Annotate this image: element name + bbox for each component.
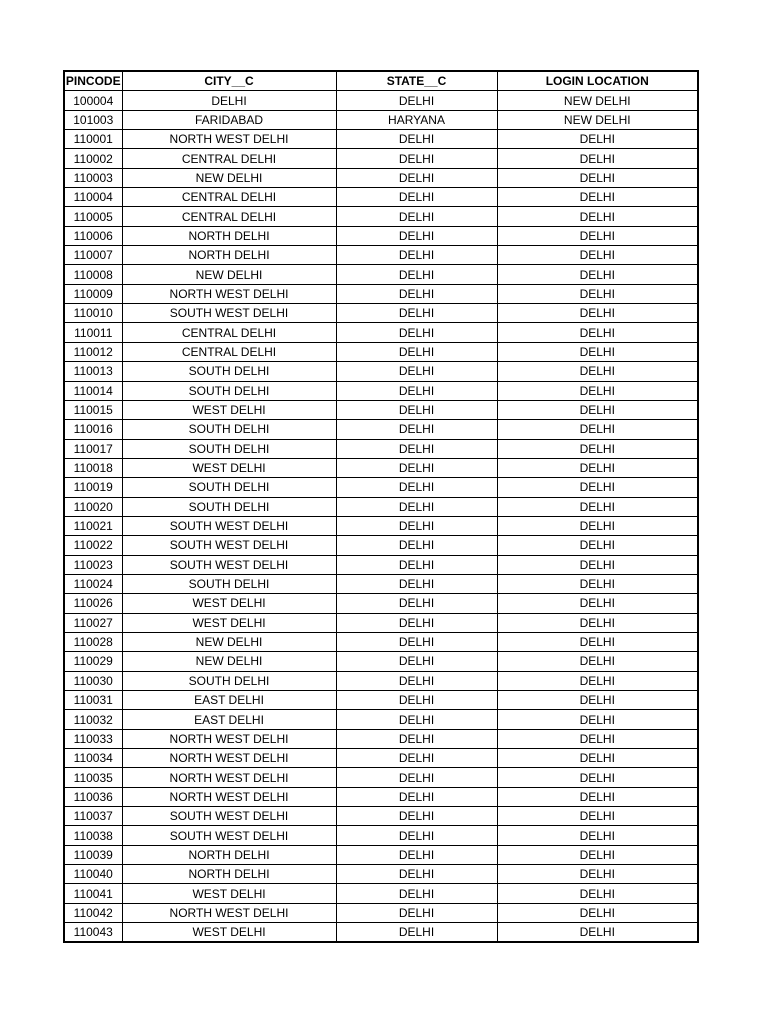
cell-state: DELHI [336, 226, 497, 245]
table-row [64, 284, 698, 303]
cell-state: DELHI [336, 671, 497, 690]
table-row [64, 903, 698, 922]
cell-login-location: NEW DELHI [497, 110, 698, 129]
cell-city: NEW DELHI [122, 265, 336, 284]
cell-pincode: 110042 [64, 903, 122, 922]
cell-city: SOUTH WEST DELHI [122, 536, 336, 555]
table-row [64, 439, 698, 458]
cell-state: DELHI [336, 691, 497, 710]
cell-login-location: DELHI [497, 226, 698, 245]
cell-state: DELHI [336, 478, 497, 497]
cell-login-location: DELHI [497, 555, 698, 574]
cell-state: DELHI [336, 923, 497, 943]
cell-pincode: 110020 [64, 497, 122, 516]
cell-state: DELHI [336, 787, 497, 806]
cell-login-location: DELHI [497, 536, 698, 555]
cell-login-location: DELHI [497, 903, 698, 922]
cell-pincode: 110029 [64, 652, 122, 671]
cell-pincode: 110003 [64, 168, 122, 187]
table-row [64, 381, 698, 400]
table-row [64, 110, 698, 129]
cell-pincode: 110016 [64, 420, 122, 439]
cell-login-location: DELHI [497, 613, 698, 632]
cell-state: DELHI [336, 420, 497, 439]
cell-pincode: 110035 [64, 768, 122, 787]
cell-pincode: 110024 [64, 574, 122, 593]
cell-city: NORTH DELHI [122, 246, 336, 265]
table-row [64, 884, 698, 903]
cell-city: SOUTH WEST DELHI [122, 555, 336, 574]
cell-city: WEST DELHI [122, 884, 336, 903]
pincode-table [63, 70, 699, 943]
cell-state: DELHI [336, 168, 497, 187]
cell-login-location: DELHI [497, 845, 698, 864]
cell-city: SOUTH DELHI [122, 671, 336, 690]
cell-state: DELHI [336, 497, 497, 516]
cell-pincode: 110012 [64, 342, 122, 361]
cell-pincode: 110018 [64, 458, 122, 477]
cell-pincode: 110007 [64, 246, 122, 265]
cell-state: DELHI [336, 304, 497, 323]
cell-city: SOUTH DELHI [122, 478, 336, 497]
cell-login-location: DELHI [497, 168, 698, 187]
table-row [64, 826, 698, 845]
cell-login-location: DELHI [497, 400, 698, 419]
cell-state: DELHI [336, 130, 497, 149]
cell-pincode: 110031 [64, 691, 122, 710]
cell-state: DELHI [336, 768, 497, 787]
table-header [64, 71, 698, 91]
cell-state: DELHI [336, 594, 497, 613]
cell-city: NORTH WEST DELHI [122, 284, 336, 303]
cell-pincode: 110027 [64, 613, 122, 632]
cell-login-location: DELHI [497, 826, 698, 845]
cell-city: SOUTH DELHI [122, 420, 336, 439]
table-row [64, 478, 698, 497]
cell-pincode: 110040 [64, 865, 122, 884]
cell-login-location: DELHI [497, 768, 698, 787]
cell-pincode: 110038 [64, 826, 122, 845]
cell-login-location: DELHI [497, 594, 698, 613]
cell-pincode: 110015 [64, 400, 122, 419]
cell-state: DELHI [336, 826, 497, 845]
cell-city: NORTH DELHI [122, 226, 336, 245]
cell-state: DELHI [336, 632, 497, 651]
cell-state: DELHI [336, 536, 497, 555]
cell-login-location: DELHI [497, 246, 698, 265]
cell-pincode: 110010 [64, 304, 122, 323]
cell-pincode: 110002 [64, 149, 122, 168]
header-state: STATE__C [336, 71, 497, 91]
cell-city: SOUTH DELHI [122, 574, 336, 593]
cell-login-location: DELHI [497, 807, 698, 826]
cell-city: WEST DELHI [122, 400, 336, 419]
table-row [64, 613, 698, 632]
cell-city: SOUTH DELHI [122, 362, 336, 381]
table-row [64, 323, 698, 342]
table-row [64, 749, 698, 768]
table-row [64, 710, 698, 729]
cell-state: DELHI [336, 362, 497, 381]
cell-login-location: DELHI [497, 304, 698, 323]
cell-pincode: 110019 [64, 478, 122, 497]
cell-pincode: 110039 [64, 845, 122, 864]
cell-state: DELHI [336, 729, 497, 748]
header-login-location: LOGIN LOCATION [497, 71, 698, 91]
cell-city: SOUTH DELHI [122, 497, 336, 516]
table-row [64, 671, 698, 690]
cell-state: DELHI [336, 439, 497, 458]
cell-pincode: 110004 [64, 188, 122, 207]
cell-login-location: DELHI [497, 787, 698, 806]
cell-state: DELHI [336, 516, 497, 535]
cell-city: NEW DELHI [122, 168, 336, 187]
cell-pincode: 110017 [64, 439, 122, 458]
cell-city: FARIDABAD [122, 110, 336, 129]
cell-city: WEST DELHI [122, 458, 336, 477]
header-pincode: PINCODE [64, 71, 122, 91]
table-row [64, 168, 698, 187]
table-row [64, 536, 698, 555]
cell-city: NORTH DELHI [122, 865, 336, 884]
cell-login-location: DELHI [497, 749, 698, 768]
cell-state: DELHI [336, 710, 497, 729]
table-row [64, 246, 698, 265]
cell-pincode: 100004 [64, 91, 122, 110]
table-row [64, 594, 698, 613]
cell-login-location: DELHI [497, 691, 698, 710]
cell-state: DELHI [336, 613, 497, 632]
cell-pincode: 110001 [64, 130, 122, 149]
table-row [64, 188, 698, 207]
table-row [64, 574, 698, 593]
cell-state: DELHI [336, 149, 497, 168]
cell-login-location: DELHI [497, 497, 698, 516]
table-row [64, 130, 698, 149]
table-row [64, 265, 698, 284]
cell-login-location: DELHI [497, 207, 698, 226]
cell-pincode: 101003 [64, 110, 122, 129]
cell-city: EAST DELHI [122, 691, 336, 710]
cell-login-location: DELHI [497, 188, 698, 207]
cell-state: DELHI [336, 400, 497, 419]
cell-city: NORTH DELHI [122, 845, 336, 864]
table-row [64, 304, 698, 323]
cell-login-location: DELHI [497, 729, 698, 748]
cell-state: DELHI [336, 865, 497, 884]
cell-login-location: DELHI [497, 865, 698, 884]
cell-state: DELHI [336, 207, 497, 226]
table-row [64, 420, 698, 439]
cell-login-location: DELHI [497, 149, 698, 168]
cell-pincode: 110028 [64, 632, 122, 651]
cell-pincode: 110013 [64, 362, 122, 381]
cell-login-location: DELHI [497, 342, 698, 361]
cell-state: DELHI [336, 458, 497, 477]
cell-state: DELHI [336, 652, 497, 671]
cell-city: WEST DELHI [122, 594, 336, 613]
table-row [64, 652, 698, 671]
cell-login-location: DELHI [497, 420, 698, 439]
cell-login-location: DELHI [497, 632, 698, 651]
table-row [64, 555, 698, 574]
cell-city: CENTRAL DELHI [122, 342, 336, 361]
table-row [64, 458, 698, 477]
cell-login-location: DELHI [497, 574, 698, 593]
cell-login-location: DELHI [497, 362, 698, 381]
cell-pincode: 110023 [64, 555, 122, 574]
cell-state: DELHI [336, 265, 497, 284]
cell-pincode: 110026 [64, 594, 122, 613]
cell-login-location: DELHI [497, 458, 698, 477]
cell-city: WEST DELHI [122, 923, 336, 943]
cell-city: NORTH WEST DELHI [122, 903, 336, 922]
header-city: CITY__C [122, 71, 336, 91]
cell-city: SOUTH DELHI [122, 381, 336, 400]
table-row [64, 207, 698, 226]
cell-city: CENTRAL DELHI [122, 149, 336, 168]
cell-city: CENTRAL DELHI [122, 207, 336, 226]
cell-login-location: DELHI [497, 923, 698, 943]
cell-pincode: 110034 [64, 749, 122, 768]
cell-city: SOUTH DELHI [122, 439, 336, 458]
cell-login-location: DELHI [497, 884, 698, 903]
cell-state: DELHI [336, 246, 497, 265]
table-row [64, 91, 698, 110]
cell-login-location: DELHI [497, 478, 698, 497]
cell-state: DELHI [336, 574, 497, 593]
cell-state: DELHI [336, 749, 497, 768]
cell-state: DELHI [336, 323, 497, 342]
cell-city: NORTH WEST DELHI [122, 729, 336, 748]
table-row [64, 807, 698, 826]
cell-city: NORTH WEST DELHI [122, 787, 336, 806]
cell-state: DELHI [336, 555, 497, 574]
cell-pincode: 110011 [64, 323, 122, 342]
cell-pincode: 110030 [64, 671, 122, 690]
cell-login-location: DELHI [497, 516, 698, 535]
cell-pincode: 110043 [64, 923, 122, 943]
cell-login-location: DELHI [497, 381, 698, 400]
cell-state: DELHI [336, 884, 497, 903]
table-row [64, 342, 698, 361]
cell-state: DELHI [336, 91, 497, 110]
cell-state: DELHI [336, 845, 497, 864]
table-row [64, 632, 698, 651]
cell-city: DELHI [122, 91, 336, 110]
cell-pincode: 110041 [64, 884, 122, 903]
cell-state: DELHI [336, 807, 497, 826]
cell-city: SOUTH WEST DELHI [122, 807, 336, 826]
table-row [64, 923, 698, 943]
pincode-sheet [63, 70, 697, 943]
cell-state: DELHI [336, 381, 497, 400]
table-row [64, 691, 698, 710]
table-row [64, 226, 698, 245]
cell-city: WEST DELHI [122, 613, 336, 632]
table-row [64, 787, 698, 806]
cell-state: DELHI [336, 284, 497, 303]
cell-pincode: 110008 [64, 265, 122, 284]
cell-pincode: 110005 [64, 207, 122, 226]
cell-login-location: DELHI [497, 671, 698, 690]
cell-pincode: 110014 [64, 381, 122, 400]
table-row [64, 149, 698, 168]
cell-state: HARYANA [336, 110, 497, 129]
cell-pincode: 110009 [64, 284, 122, 303]
cell-city: NORTH WEST DELHI [122, 768, 336, 787]
table-row [64, 768, 698, 787]
cell-city: NEW DELHI [122, 632, 336, 651]
cell-login-location: DELHI [497, 323, 698, 342]
cell-pincode: 110022 [64, 536, 122, 555]
cell-city: NEW DELHI [122, 652, 336, 671]
table-body [64, 91, 698, 943]
cell-pincode: 110032 [64, 710, 122, 729]
table-row [64, 362, 698, 381]
cell-pincode: 110033 [64, 729, 122, 748]
table-row [64, 516, 698, 535]
table-row [64, 400, 698, 419]
cell-city: SOUTH WEST DELHI [122, 304, 336, 323]
table-row [64, 729, 698, 748]
cell-state: DELHI [336, 188, 497, 207]
cell-city: NORTH WEST DELHI [122, 130, 336, 149]
cell-city: CENTRAL DELHI [122, 323, 336, 342]
cell-login-location: NEW DELHI [497, 91, 698, 110]
cell-state: DELHI [336, 342, 497, 361]
cell-login-location: DELHI [497, 710, 698, 729]
cell-pincode: 110036 [64, 787, 122, 806]
cell-city: SOUTH WEST DELHI [122, 826, 336, 845]
cell-city: CENTRAL DELHI [122, 188, 336, 207]
cell-state: DELHI [336, 903, 497, 922]
cell-city: NORTH WEST DELHI [122, 749, 336, 768]
cell-login-location: DELHI [497, 439, 698, 458]
table-row [64, 845, 698, 864]
header-row [64, 71, 698, 91]
cell-login-location: DELHI [497, 130, 698, 149]
cell-pincode: 110021 [64, 516, 122, 535]
table-row [64, 497, 698, 516]
cell-pincode: 110006 [64, 226, 122, 245]
cell-login-location: DELHI [497, 652, 698, 671]
table-row [64, 865, 698, 884]
cell-city: SOUTH WEST DELHI [122, 516, 336, 535]
cell-login-location: DELHI [497, 265, 698, 284]
cell-login-location: DELHI [497, 284, 698, 303]
cell-city: EAST DELHI [122, 710, 336, 729]
cell-pincode: 110037 [64, 807, 122, 826]
